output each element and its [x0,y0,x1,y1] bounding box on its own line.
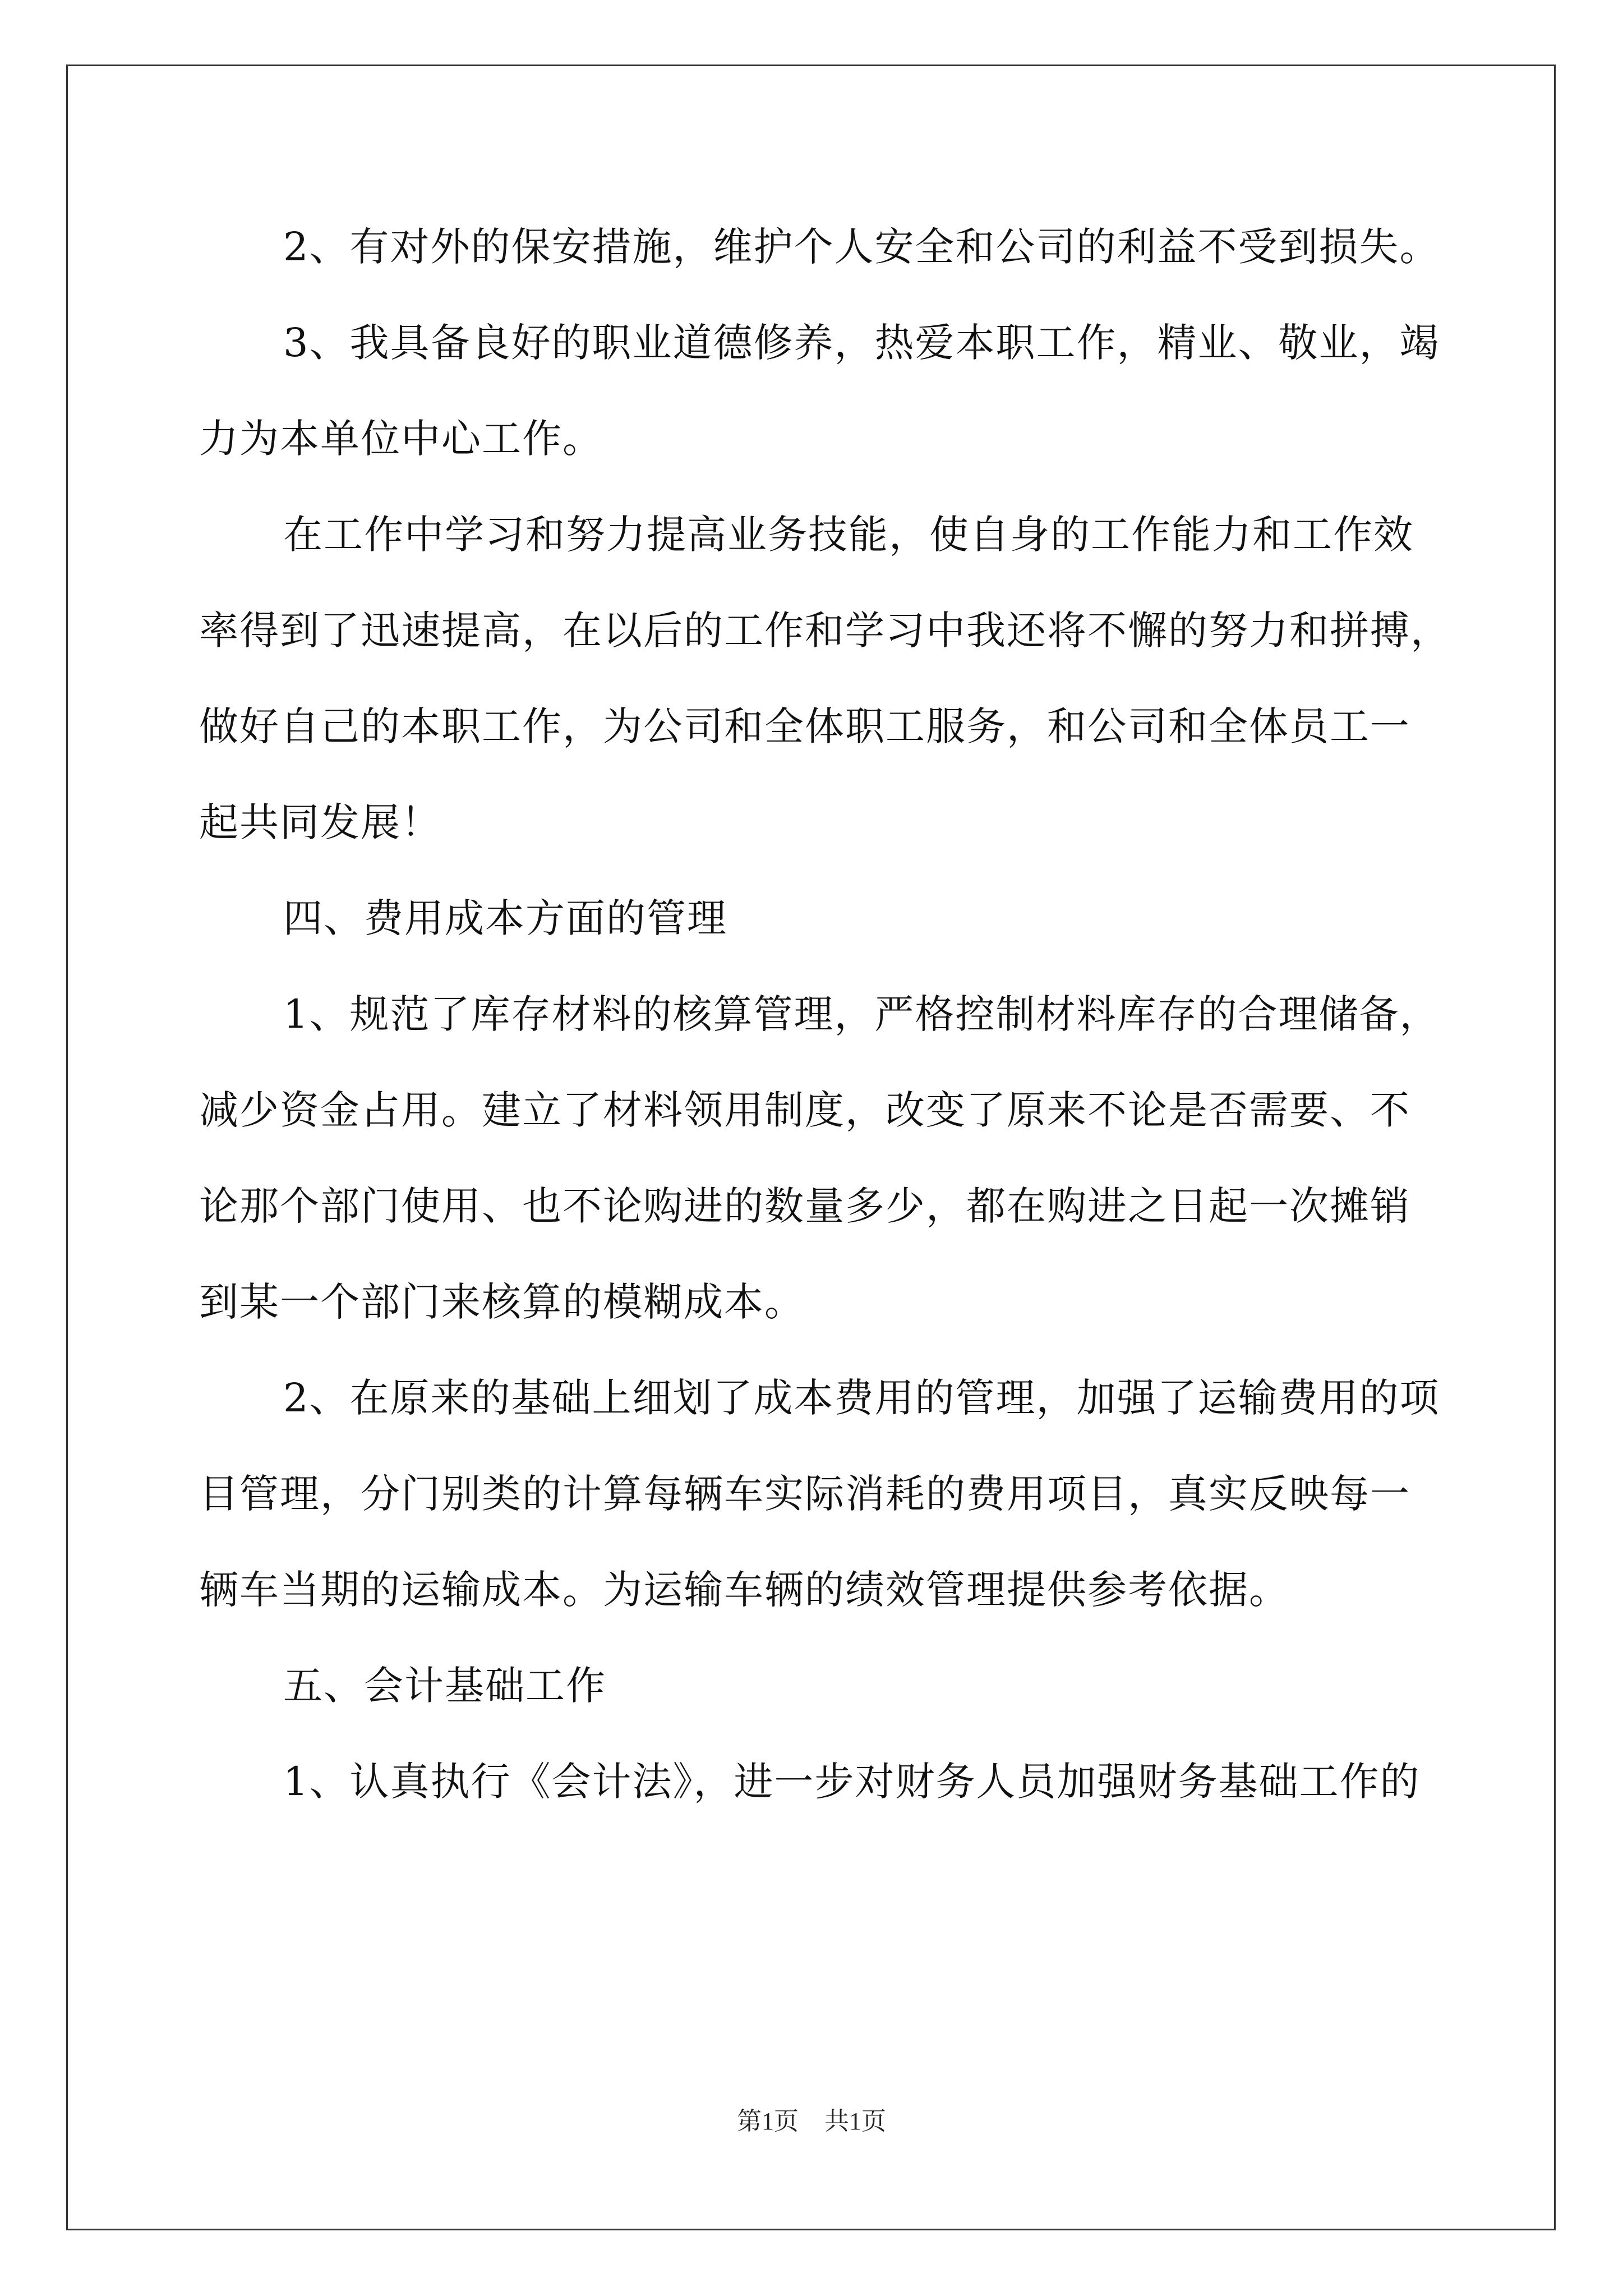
paragraph-line: 到某一个部门来核算的模糊成本。 [199,1279,805,1325]
paragraph-line: 目管理，分门别类的计算每辆车实际消耗的费用项目，真实反映每一 [199,1471,1410,1517]
page-footer [0,2101,1623,2137]
page-number: 第1页 [737,2108,799,2135]
paragraph-line: 2、在原来的基础上细划了成本费用的管理，加强了运输费用的项 [283,1375,1440,1421]
paragraph-line: 论那个部门使用、也不论购进的数量多少，都在购进之日起一次摊销 [199,1183,1410,1229]
paragraph-line: 做好自己的本职工作，为公司和全体职工服务，和公司和全体员工一 [199,703,1410,749]
paragraph-line: 1、认真执行《会计法》，进一步对财务人员加强财务基础工作的 [283,1759,1421,1805]
paragraph-line: 辆车当期的运输成本。为运输车辆的绩效管理提供参考依据。 [199,1567,1289,1613]
paragraph-line: 3、我具备良好的职业道德修养，热爱本职工作，精业、敬业，竭 [283,320,1440,366]
paragraph-line: 力为本单位中心工作。 [199,416,603,462]
page-total: 共1页 [824,2108,886,2135]
paragraph-line: 率得到了迅速提高，在以后的工作和学习中我还将不懈的努力和拼搏， [199,608,1451,654]
paragraph-line: 减少资金占用。建立了材料领用制度，改变了原来不论是否需要、不 [199,1087,1410,1133]
document-body [199,199,1450,1830]
paragraph-line: 2、有对外的保安措施，维护个人安全和公司的利益不受到损失。 [283,224,1440,270]
paragraph-line: 1、规范了库存材料的核算管理，严格控制材料库存的合理储备， [283,991,1440,1037]
section-heading: 四、费用成本方面的管理 [283,895,727,941]
paragraph-line: 起共同发展！ [199,799,441,845]
section-heading: 五、会计基础工作 [283,1663,606,1709]
paragraph-line: 在工作中学习和努力提高业务技能，使自身的工作能力和工作效 [283,512,1414,558]
